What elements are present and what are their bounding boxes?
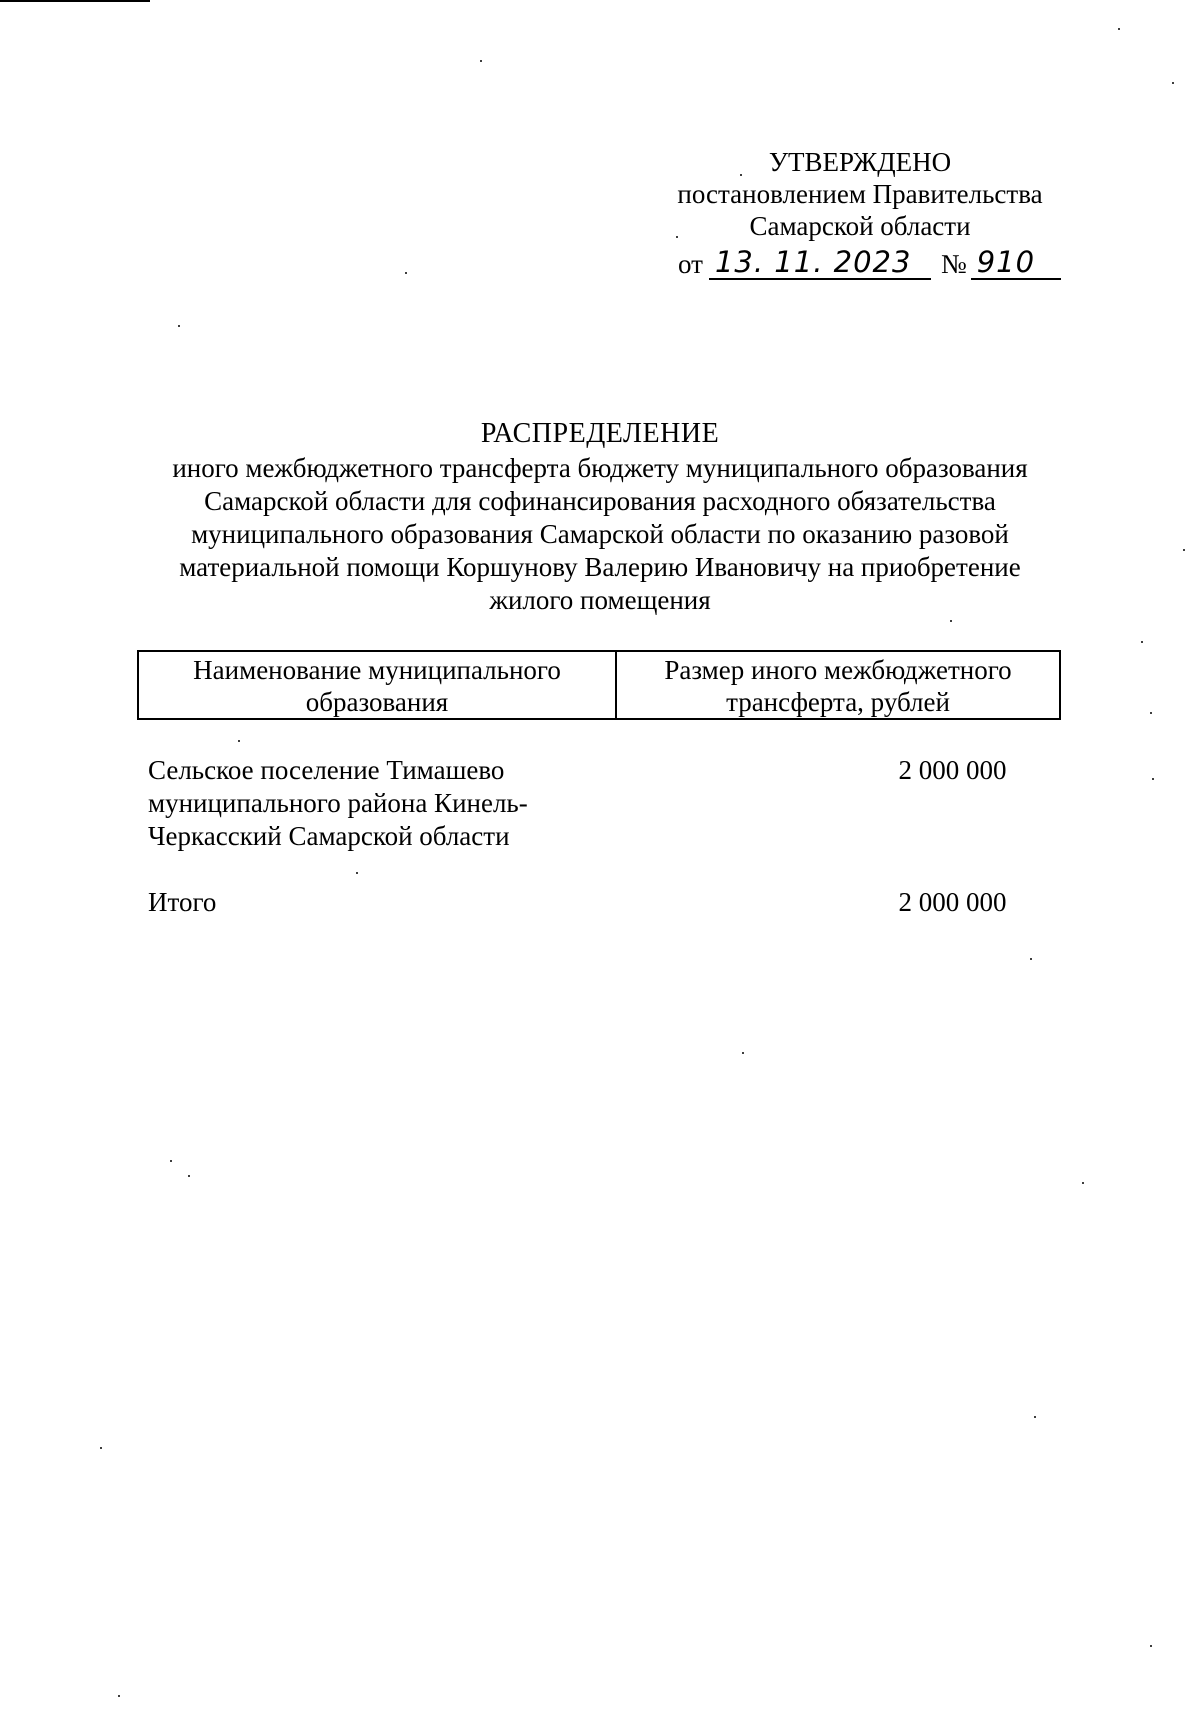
scan-speck: [405, 272, 407, 274]
title-block: [100, 417, 1100, 617]
table-header: [137, 650, 1061, 720]
header-text: Наименование муниципального: [193, 655, 561, 685]
municipality-name: [148, 754, 679, 853]
scan-speck: [238, 740, 240, 742]
scan-speck: [1183, 549, 1185, 551]
header-text: трансферта, рублей: [726, 687, 950, 717]
scan-speck: [170, 1160, 172, 1162]
header-text: Размер иного межбюджетного: [664, 655, 1012, 685]
scan-speck: [742, 1052, 744, 1054]
scan-speck: [1152, 778, 1154, 780]
approval-heading: УТВЕРЖДЕНО: [768, 147, 952, 177]
table-row: [148, 754, 1088, 853]
name-line: Черкасский Самарской области: [148, 821, 510, 851]
header-text: образования: [305, 687, 449, 717]
scan-speck: [1141, 641, 1143, 643]
scan-speck: [1082, 1182, 1084, 1184]
scan-speck: [950, 620, 952, 622]
scan-speck: [178, 325, 180, 327]
header-cell-name: [139, 652, 617, 718]
subtitle-line: жилого помещения: [489, 585, 711, 615]
scan-speck: [740, 174, 742, 176]
scan-speck: [118, 1695, 120, 1697]
document-title: РАСПРЕДЕЛЕНИЕ: [480, 418, 720, 449]
scan-speck: [1150, 1645, 1152, 1647]
name-line: Сельское поселение Тимашево: [148, 755, 505, 785]
scan-speck: [100, 1447, 102, 1449]
scan-artifact-line: [0, 0, 150, 2]
scan-speck: [1150, 712, 1152, 714]
subtitle-line: муниципального образования Самарской области по оказанию разовой: [191, 519, 1009, 549]
handwritten-date: 13. 11. 2023: [709, 246, 931, 280]
approval-line-2: Самарской области: [749, 211, 971, 241]
approval-date-row: [650, 244, 1070, 280]
number-prefix: №: [940, 249, 967, 279]
subtitle-line: материальной помощи Коршунову Валерию Ивановичу на приобретение: [179, 552, 1021, 582]
scan-speck: [676, 236, 678, 238]
transfer-amount: 2 000 000: [898, 755, 1007, 785]
scan-speck: [480, 60, 482, 62]
approval-block: [650, 146, 1070, 280]
total-amount: 2 000 000: [898, 887, 1007, 917]
scan-speck: [1172, 82, 1174, 84]
header-cell-amount: [617, 652, 1059, 718]
approval-line-1: постановлением Правительства: [677, 179, 1043, 209]
total-label: Итого: [148, 887, 217, 917]
name-line: муниципального района Кинель-: [148, 788, 528, 818]
date-prefix: от: [678, 249, 703, 279]
scan-speck: [1030, 958, 1032, 960]
handwritten-number: 910: [971, 246, 1061, 280]
scan-speck: [1118, 28, 1120, 30]
total-row: [148, 886, 1088, 919]
scan-speck: [356, 872, 358, 874]
subtitle-line: Самарской области для софинансирования расходного обязательства: [204, 486, 996, 516]
scan-speck: [1034, 1416, 1036, 1418]
scan-speck: [188, 1175, 190, 1177]
subtitle-line: иного межбюджетного трансферта бюджету муниципального образования: [172, 453, 1028, 483]
